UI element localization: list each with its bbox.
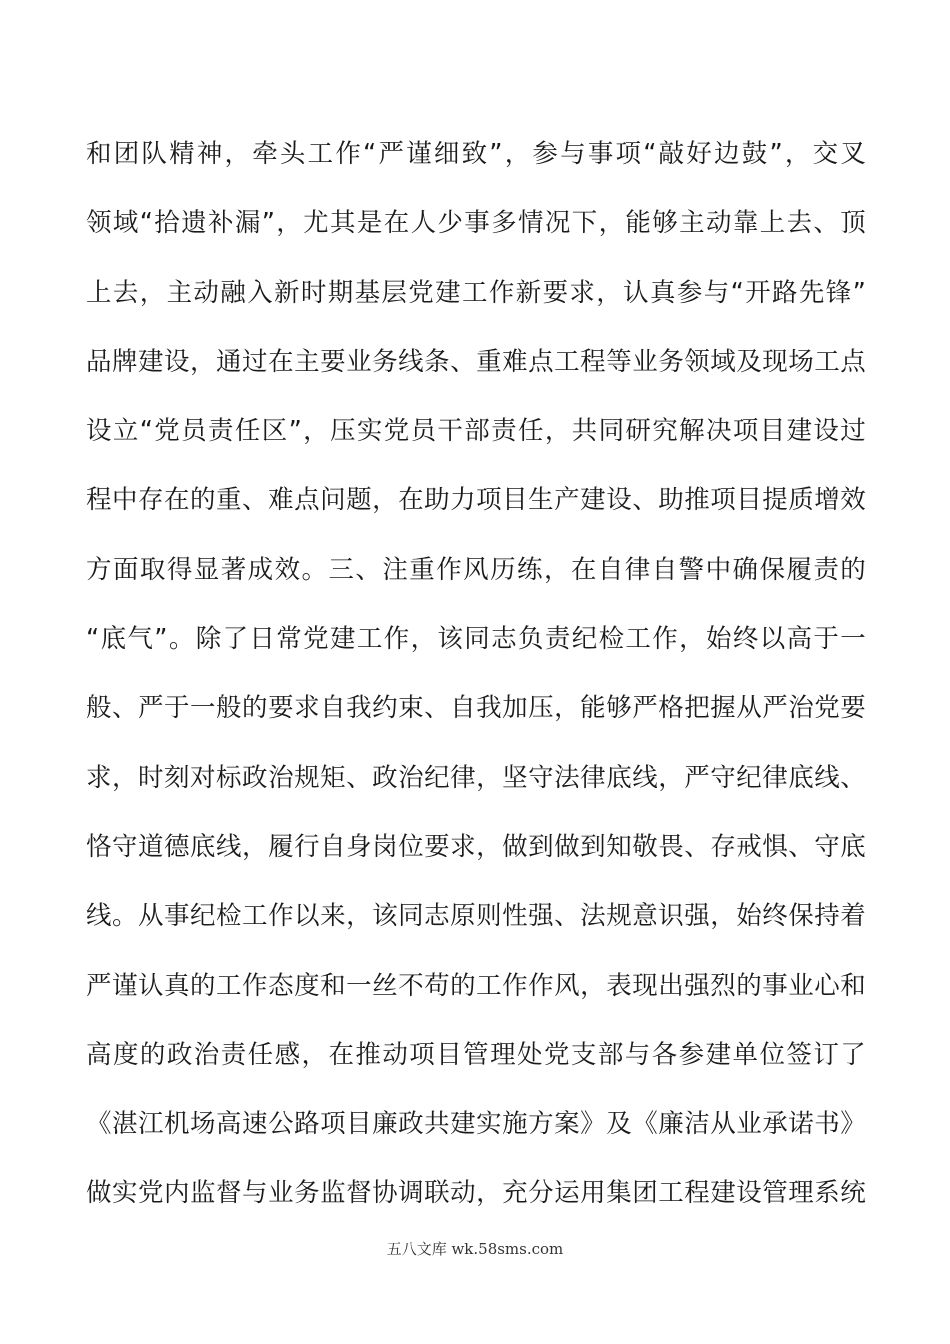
text-line: 上去，主动融入新时期基层党建工作新要求，认真参与“开路先锋” <box>86 277 866 308</box>
text-line: 方面取得显著成效。三、注重作风历练，在自律自警中确保履责的 <box>86 554 866 585</box>
body-paragraph <box>86 124 866 1233</box>
text-line: 线。从事纪检工作以来，该同志原则性强、法规意识强，始终保持着 <box>86 901 866 932</box>
text-line: 品牌建设，通过在主要业务线条、重难点工程等业务领域及现场工点 <box>86 346 866 377</box>
text-line: 程中存在的重、难点问题，在助力项目生产建设、助推项目提质增效 <box>86 485 866 516</box>
text-line: 《湛江机场高速公路项目廉政共建实施方案》及《廉洁从业承诺书》 <box>86 1109 866 1140</box>
text-line: 高度的政治责任感，在推动项目管理处党支部与各参建单位签订了 <box>86 1039 866 1070</box>
text-line: 和团队精神，牵头工作“严谨细致”，参与事项“敲好边鼓”，交叉 <box>86 139 866 169</box>
text-line: 恪守道德底线，履行自身岗位要求，做到做到知敬畏、存戒惧、守底 <box>86 831 866 862</box>
page-footer: 五八文库 wk.58sms.com <box>386 1240 564 1258</box>
text-line: 做实党内监督与业务监督协调联动，充分运用集团工程建设管理系统 <box>86 1178 866 1209</box>
text-line: 领域“拾遗补漏”，尤其是在人少事多情况下，能够主动靠上去、顶 <box>86 208 866 239</box>
text-line: 设立“党员责任区”，压实党员干部责任，共同研究解决项目建设过 <box>86 416 866 447</box>
text-line: 般、严于一般的要求自我约束、自我加压，能够严格把握从严治党要 <box>86 693 866 724</box>
text-line: 严谨认真的工作态度和一丝不苟的工作作风，表现出强烈的事业心和 <box>86 970 866 1001</box>
text-line: 求，时刻对标政治规矩、政治纪律，坚守法律底线，严守纪律底线、 <box>86 762 866 793</box>
text-line: “底气”。除了日常党建工作，该同志负责纪检工作，始终以高于一 <box>86 624 866 655</box>
